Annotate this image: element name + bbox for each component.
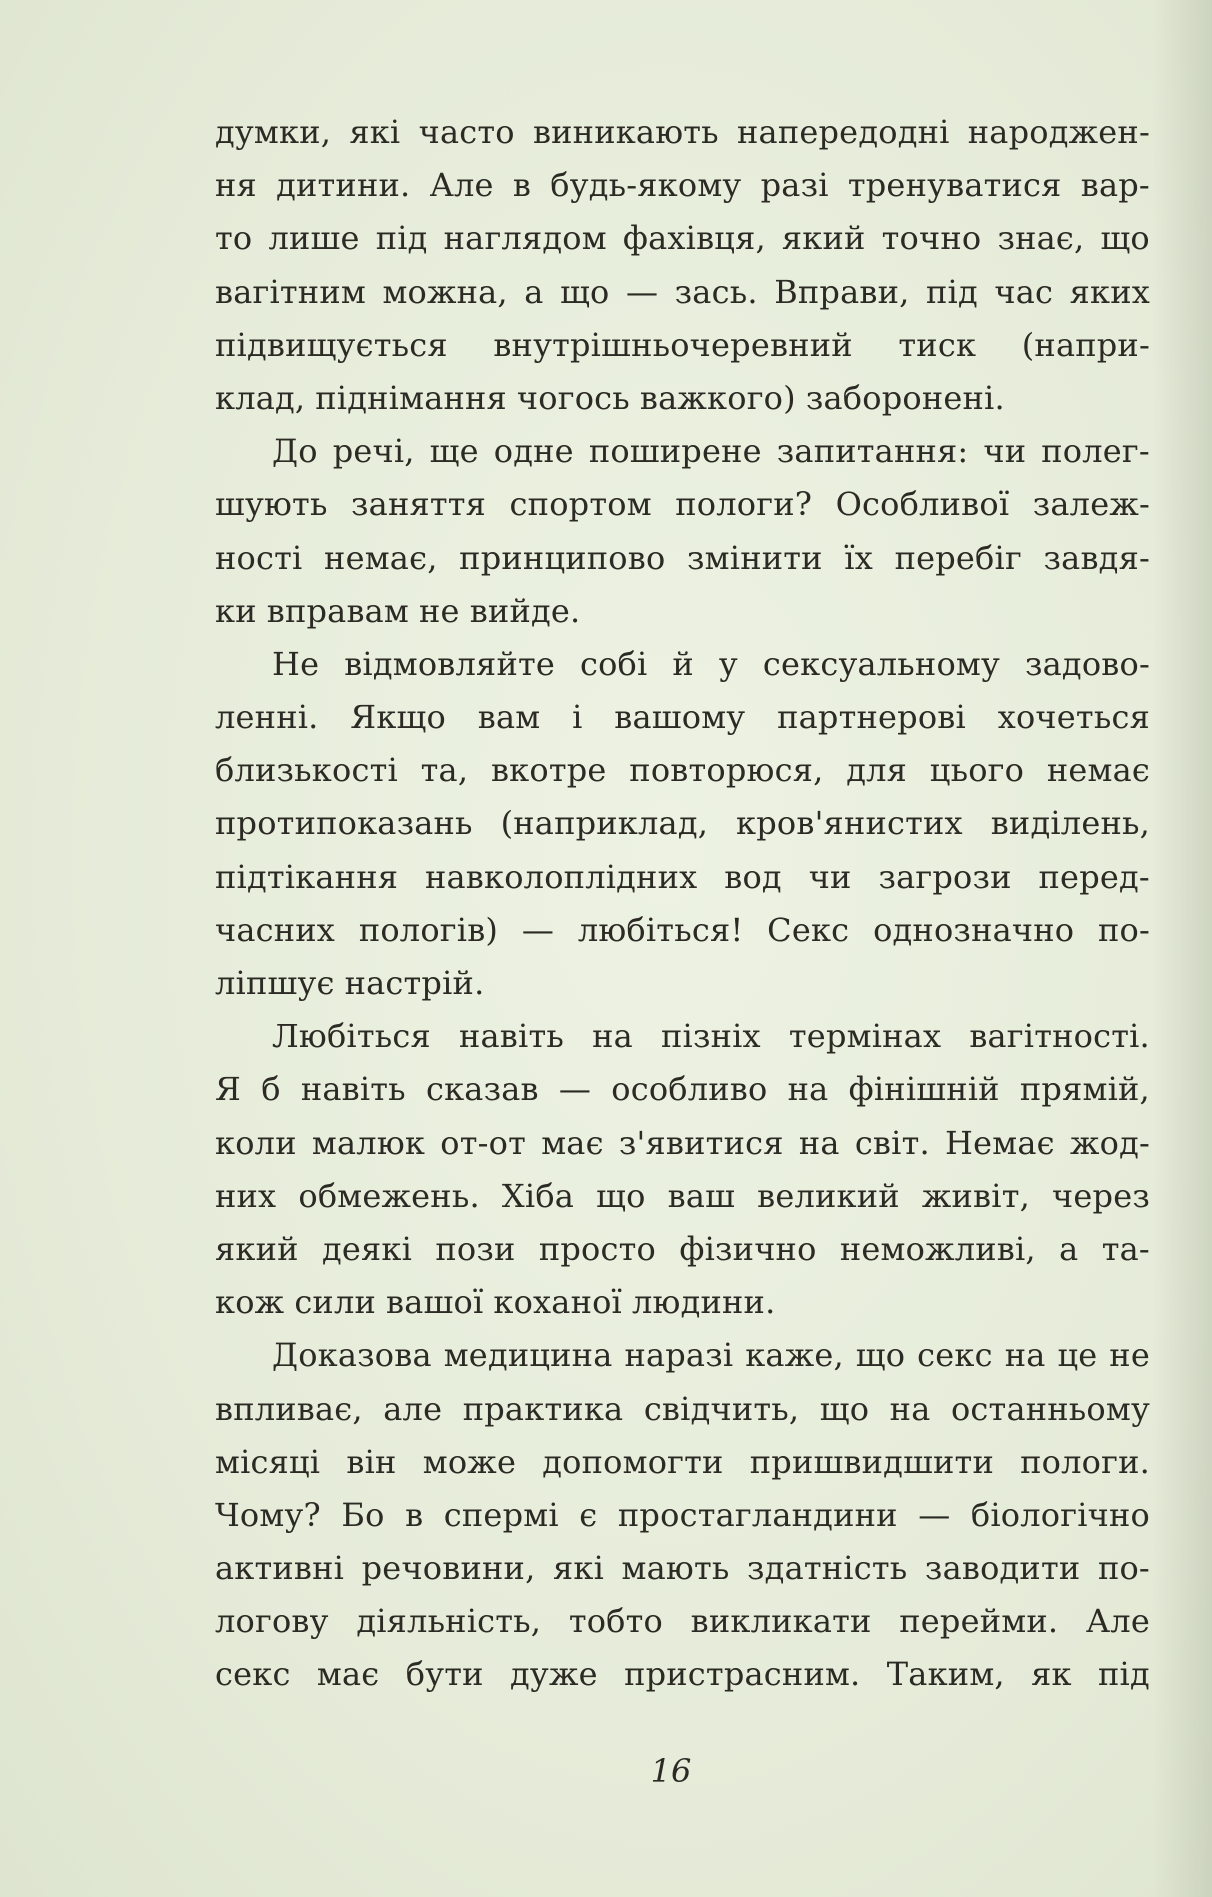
text-line: думки, які часто виникають напередодні народжен- xyxy=(215,113,1150,151)
text-line: коли малюк от-от має з'явитися на світ. Немає жод- xyxy=(215,1123,1150,1162)
text-line: логову діяльність, тобто викликати перейми. Але xyxy=(215,1602,1150,1641)
text-line: шують заняття спортом пологи? Особливої залеж- xyxy=(215,485,1150,524)
text-line: активні речовини, які мають здатність заводити по- xyxy=(215,1549,1150,1588)
page-number: 16 xyxy=(650,1752,692,1790)
text-line: ності немає, принципово змінити їх перебіг завдя- xyxy=(215,538,1150,577)
text-line: До речі, ще одне поширене запитання: чи полег- xyxy=(272,432,1150,471)
text-line: Чому? Бо в спермі є простагландини — біологічно xyxy=(215,1495,1150,1534)
text-line: підтікання навколоплідних вод чи загрози перед- xyxy=(215,857,1150,896)
text-line: вагітним можна, а що — зась. Вправи, під час яких xyxy=(215,272,1150,311)
text-line: кож сили вашої коханої людини. xyxy=(215,1283,776,1322)
text-line: часних пологів) — любіться! Секс однозначно по- xyxy=(215,910,1150,949)
text-line: Я б навіть сказав — особливо на фінішній прямій, xyxy=(215,1070,1150,1109)
text-line: то лише під наглядом фахівця, який точно знає, що xyxy=(215,219,1150,258)
text-line: протипоказань (наприклад, кров'янистих виділень, xyxy=(215,804,1150,843)
text-line: них обмежень. Хіба що ваш великий живіт, через xyxy=(215,1176,1150,1215)
text-line: впливає, але практика свідчить, що на останньому xyxy=(215,1389,1150,1428)
text-line: ленні. Якщо вам і вашому партнерові хочеться xyxy=(215,698,1150,737)
text-line: Доказова медицина наразі каже, що секс на це не xyxy=(272,1336,1150,1375)
text-line: Любіться навіть на пізніх термінах вагітності. xyxy=(272,1017,1150,1056)
body-text xyxy=(215,106,1150,1702)
text-line: місяці він може допомогти пришвидшити пологи. xyxy=(215,1442,1150,1481)
text-line: ки вправам не вийде. xyxy=(215,591,581,630)
text-line: секс має бути дуже пристрасним. Таким, як під xyxy=(215,1655,1150,1694)
text-line: який деякі пози просто фізично неможливі, а та- xyxy=(215,1229,1150,1268)
text-line: ня дитини. Але в будь-якому разі тренуватися вар- xyxy=(215,166,1150,205)
text-line: Не відмовляйте собі й у сексуальному задово- xyxy=(272,644,1150,683)
text-line: підвищується внутрішньочеревний тиск (напри- xyxy=(215,325,1150,364)
text-line: близькості та, вкотре повторюся, для цього немає xyxy=(215,751,1150,790)
text-line: ліпшує настрій. xyxy=(215,964,485,1002)
text-line: клад, піднімання чогось важкого) заборонені. xyxy=(215,378,1005,417)
